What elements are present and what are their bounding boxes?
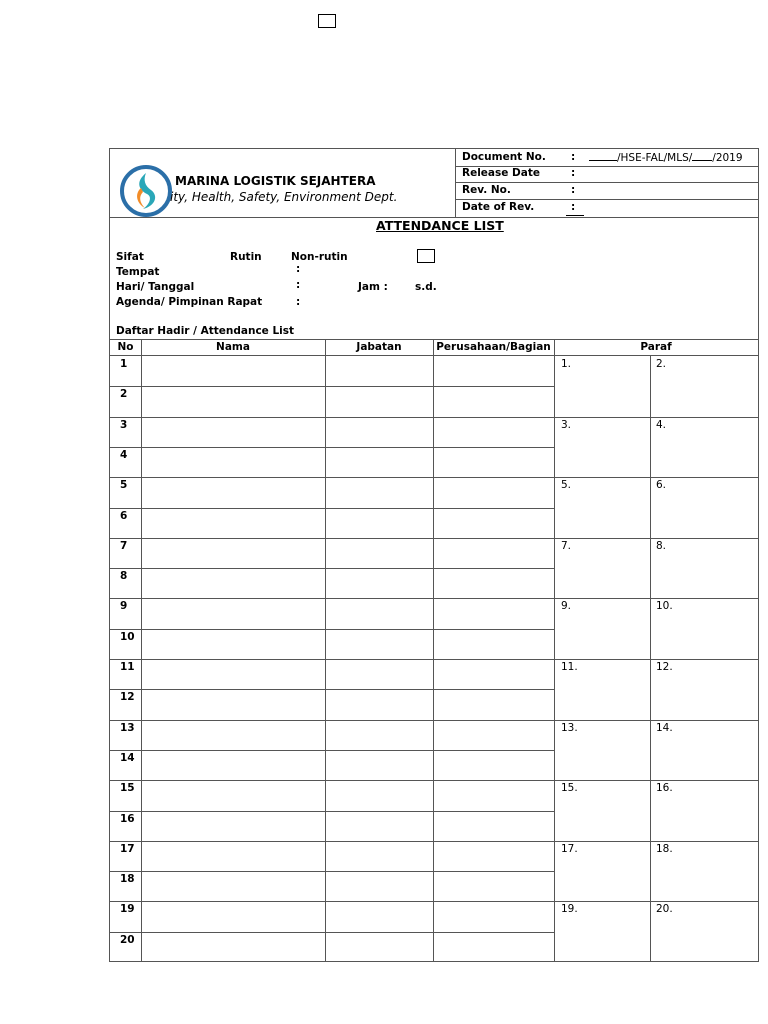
sd-label: s.d. <box>415 281 437 293</box>
col-header-no: No <box>117 341 134 353</box>
release-date-colon: : <box>571 167 576 179</box>
col-line <box>141 339 142 962</box>
paraf-number: 14. <box>656 721 673 734</box>
paraf-number: 19. <box>561 903 578 916</box>
row-number: 15 <box>120 782 135 795</box>
row-line <box>110 598 554 599</box>
row-number: 12 <box>120 691 135 704</box>
doc-no-value <box>589 151 743 165</box>
row-number: 2 <box>120 388 128 401</box>
row-line <box>110 720 554 721</box>
blank-line <box>566 215 584 216</box>
doc-row-line <box>455 182 759 183</box>
hari-tanggal-colon: : <box>296 279 301 291</box>
row-number: 8 <box>120 570 128 583</box>
paraf-line <box>554 780 759 781</box>
paraf-number: 20. <box>656 903 673 916</box>
jam-label: Jam : <box>358 281 388 293</box>
row-line <box>110 871 554 872</box>
row-number: 4 <box>120 448 128 461</box>
date-of-rev-label: Date of Rev. <box>462 201 535 213</box>
agenda-colon: : <box>296 296 301 308</box>
row-line <box>110 477 554 478</box>
row-line <box>110 568 554 569</box>
row-line <box>110 417 554 418</box>
form-frame <box>109 148 759 962</box>
row-number: 18 <box>120 873 135 886</box>
paraf-line <box>554 477 759 478</box>
paraf-line <box>554 417 759 418</box>
row-line <box>110 901 554 902</box>
row-number: 14 <box>120 751 135 764</box>
row-line <box>110 508 554 509</box>
paraf-line <box>554 659 759 660</box>
row-line <box>110 659 554 660</box>
header-divider <box>455 149 456 217</box>
doc-row-line <box>455 199 759 200</box>
paraf-number: 10. <box>656 600 673 613</box>
blank-line <box>692 151 712 161</box>
row-line <box>110 841 554 842</box>
paraf-number: 15. <box>561 782 578 795</box>
paraf-line <box>554 841 759 842</box>
row-line <box>110 750 554 751</box>
list-heading: Daftar Hadir / Attendance List <box>116 325 295 337</box>
row-number: 16 <box>120 812 135 825</box>
blank-line <box>589 151 617 161</box>
paraf-number: 9. <box>561 600 572 613</box>
doc-no-colon: : <box>571 151 576 163</box>
company-name: MARINA LOGISTIK SEJAHTERA <box>175 174 376 188</box>
row-line <box>110 689 554 690</box>
row-line <box>110 538 554 539</box>
paraf-number: 3. <box>561 418 572 431</box>
col-header-nama: Nama <box>216 341 250 353</box>
table-header-line <box>110 355 759 356</box>
row-number: 19 <box>120 903 135 916</box>
hari-tanggal-label: Hari/ Tanggal <box>116 281 195 293</box>
paraf-number: 8. <box>656 539 667 552</box>
doc-no-year: /2019 <box>712 152 743 164</box>
non-rutin-label: Non-rutin <box>291 251 348 263</box>
row-number: 3 <box>120 418 128 431</box>
non-rutin-checkbox[interactable] <box>417 249 435 263</box>
row-line <box>110 780 554 781</box>
row-number: 10 <box>120 630 135 643</box>
row-number: 17 <box>120 842 135 855</box>
col-header-paraf: Paraf <box>640 341 672 353</box>
paraf-number: 16. <box>656 782 673 795</box>
col-header-perusahaan: Perusahaan/Bagian <box>436 341 551 353</box>
tempat-colon: : <box>296 263 301 275</box>
tempat-label: Tempat <box>116 266 160 278</box>
row-line <box>110 447 554 448</box>
paraf-number: 11. <box>561 661 578 673</box>
row-line <box>110 811 554 812</box>
paraf-line <box>554 598 759 599</box>
paraf-number: 6. <box>656 479 667 492</box>
top-checkbox[interactable] <box>318 14 336 28</box>
paraf-number: 5. <box>561 479 572 492</box>
col-header-jabatan: Jabatan <box>356 341 402 353</box>
paraf-number: 17. <box>561 842 578 855</box>
paraf-number: 1. <box>561 358 572 370</box>
paraf-number: 18. <box>656 842 673 855</box>
row-number: 9 <box>120 600 128 613</box>
row-number: 11 <box>120 661 135 673</box>
page-title: ATTENDANCE LIST <box>376 218 504 233</box>
doc-no-label: Document No. <box>462 151 546 163</box>
row-number: 1 <box>120 358 128 370</box>
paraf-line <box>554 538 759 539</box>
col-line <box>325 339 326 962</box>
rutin-label: Rutin <box>230 251 262 263</box>
row-number: 7 <box>120 539 128 552</box>
rev-no-colon: : <box>571 184 576 196</box>
agenda-label: Agenda/ Pimpinan Rapat <box>116 296 263 308</box>
paraf-number: 12. <box>656 661 673 673</box>
col-line <box>433 339 434 962</box>
sifat-label: Sifat <box>116 251 144 263</box>
row-number: 6 <box>120 509 128 522</box>
row-number: 5 <box>120 479 128 492</box>
row-number: 13 <box>120 721 135 734</box>
row-line <box>110 386 554 387</box>
doc-no-mid: /HSE-FAL/MLS/ <box>617 152 693 164</box>
paraf-number: 7. <box>561 539 572 552</box>
row-line <box>110 629 554 630</box>
paraf-number: 2. <box>656 358 667 370</box>
paraf-line <box>554 901 759 902</box>
company-logo <box>119 164 173 218</box>
paraf-number: 13. <box>561 721 578 734</box>
release-date-label: Release Date <box>462 167 540 179</box>
row-number: 20 <box>120 933 135 946</box>
paraf-number: 4. <box>656 418 667 431</box>
date-of-rev-colon: : <box>571 201 576 213</box>
row-line <box>110 932 554 933</box>
department-name: ity, Health, Safety, Environment Dept. <box>170 191 398 204</box>
col-line <box>554 339 555 962</box>
rev-no-label: Rev. No. <box>462 184 511 196</box>
table-top-line <box>110 339 759 340</box>
paraf-line <box>554 720 759 721</box>
